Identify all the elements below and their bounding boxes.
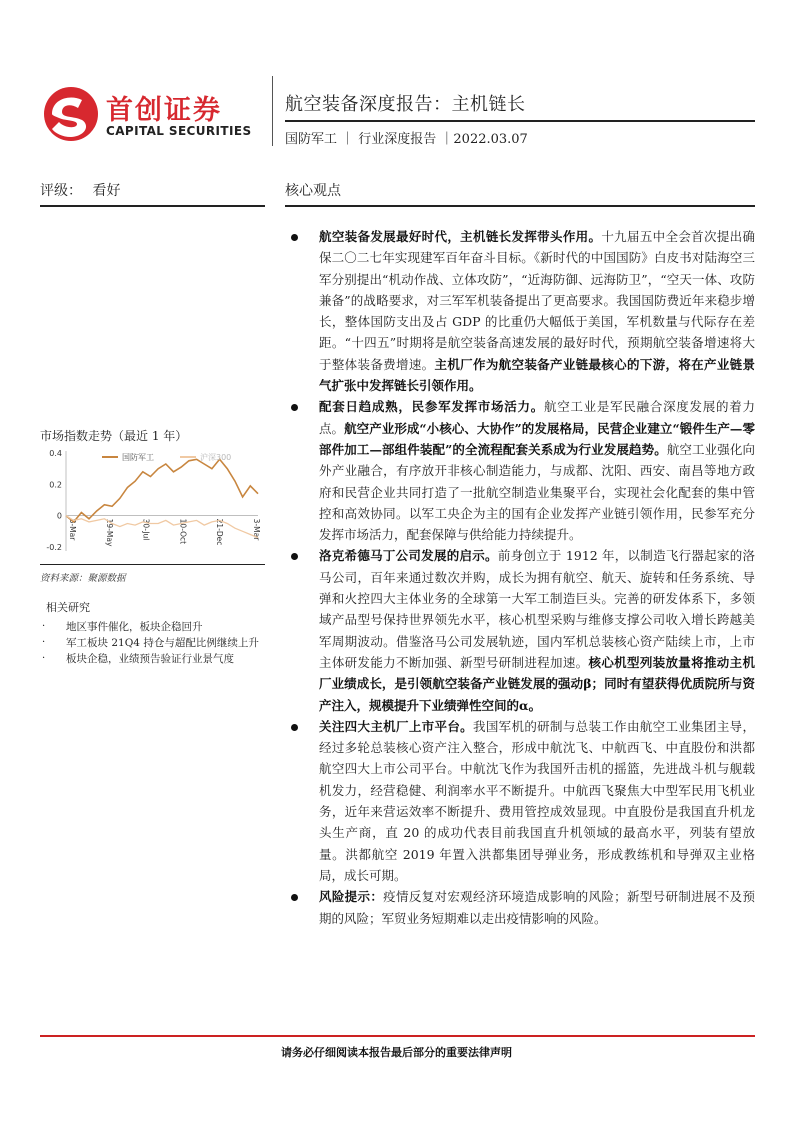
bullet-tail: 航空工业强化向外产业融合，有序放开非核心制造能力，与成都、沈阳、西安、南昌等地方政府和民营企业共同打造了一批航空制造业集聚平台，实现社会化配套的集中管控和高效协同。以军工央企为主的国有企业发挥产业链引领作用，民参军充分发挥市场活力，配套保障与供给能力持续提升。	[319, 441, 755, 543]
bullet-tail: 主机厂作为航空装备产业链最核心的下游，将在产业链景气扩张中发挥链长引领作用。	[319, 356, 755, 394]
x-tick-label: 8-Mar	[68, 518, 77, 541]
report-subtitle: 国防军工 ｜ 行业深度报告 ｜2022.03.07	[285, 132, 528, 147]
brand-name-en: CAPITAL SECURITIES	[106, 124, 252, 138]
series-line-2	[66, 516, 258, 538]
x-tick-label: 19-May	[104, 518, 114, 547]
bullet-body: 航空工业是军民融合深度发展的着力点。	[319, 399, 755, 436]
related-research-list	[40, 619, 265, 667]
bullet-mid: 航空产业形成“小核心、大协作”的发展格局，民营企业建立“锻件生产—零部件加工—部组件装配”的全流程配套关系成为行业发展趋势。	[319, 420, 755, 457]
market-index-chart	[40, 445, 265, 565]
bullet-dot-icon: ·	[42, 653, 46, 664]
related-item[interactable]: · 地区事件催化，板块企稳回升	[42, 621, 203, 633]
related-research-title: 相关研究	[46, 601, 90, 614]
bullet-dot-icon	[291, 894, 298, 901]
series-line-1	[66, 459, 258, 522]
related-item[interactable]: · 板块企稳，业绩预告验证行业景气度	[42, 653, 234, 665]
brand-name-cn: 首创证券	[106, 95, 222, 126]
bullet-body: 十九届五中全会首次提出确保二〇二七年实现建军百年奋斗目标。《新时代的中国国防》白皮书对陆海空三军分别提出“机动作战、立体攻防”，“近海防御、远海防卫”，“空天一体、攻防兼备”的战略要求，对三军军机装备提出了更高要求。我国国防费近年来稳步增长，整体国防支出及占 GDP 的比重仍大幅低于美国，军机数量与代际存在差距。“十四五”时期将是航空装备高速发展的最好时代，预期航空装备增速将大于整体装备费增速。	[319, 229, 755, 372]
bullet-dot-icon	[291, 553, 298, 560]
y-tick-label: 0.2	[49, 480, 62, 490]
core-views-rule	[285, 205, 755, 207]
core-bullet-4	[285, 716, 755, 886]
company-logo	[40, 84, 265, 144]
y-tick-label: 0.4	[49, 449, 62, 458]
x-tick-label: 21-Dec	[215, 518, 225, 546]
core-bullet-2	[285, 396, 755, 545]
y-tick-label: -0.2	[46, 543, 62, 552]
logo-mark-icon	[44, 87, 98, 141]
related-item[interactable]: · 军工板块 21Q4 持仓与超配比例继续上升	[42, 637, 259, 649]
bullet-dot-icon	[291, 404, 298, 411]
header-rule	[285, 120, 755, 122]
bullet-dot-icon: ·	[42, 637, 46, 648]
chart-source: 资料来源：聚源数据	[40, 573, 126, 584]
x-tick-label: 30-Jul	[141, 518, 151, 541]
bullet-dot-icon	[291, 234, 298, 241]
legend-label: 沪深300	[200, 453, 232, 462]
bullet-body: 前身创立于 1912 年，以制造飞行器起家的洛马公司，百年来通过数次并购，成长为拥有航空、航天、旋转和任务系统、导弹和火控四大主体业务的全球第一大军工制造巨头。完善的研发体系下，多领域产品型号保持世界领先水平，核心机型采购与维修支撑公司收入增长跨越美军周期波动。借鉴洛马公司发展轨迹，国内军机总装核心资产陆续上市，上市主体研发能力不断加强、新型号研制进程加速。	[319, 548, 755, 670]
core-bullet-3	[285, 545, 755, 715]
bullet-lead: 航空装备发展最好时代，主机链长发挥带头作用。	[319, 229, 602, 244]
x-tick-label: 3-Mar	[252, 518, 261, 541]
bullet-lead: 配套日趋成熟，民参军发挥市场活力。	[319, 399, 544, 415]
bullet-lead: 关注四大主机厂上市平台。	[319, 718, 473, 734]
report-title: 航空装备深度报告：主机链长	[285, 94, 526, 115]
bullet-dot-icon: ·	[42, 621, 46, 632]
header-divider	[272, 76, 273, 146]
footer-rule	[40, 1035, 755, 1037]
footer-disclaimer: 请务必仔细阅读本报告最后部分的重要法律声明	[281, 1046, 512, 1059]
chart-canvas	[40, 445, 265, 565]
rating-value: 看好	[92, 183, 121, 199]
rating-rule	[40, 205, 265, 207]
chart-title: 市场指数走势（最近 1 年）	[40, 429, 188, 443]
bullet-body: 疫情反复对宏观经济环境造成影响的风险；新型号研制进展不及预期的风险；军贸业务短期难以走出疫情影响的风险。	[319, 889, 755, 926]
legend-label: 国防军工	[122, 453, 154, 462]
rating-label: 评级：	[40, 183, 82, 199]
bullet-body: 我国军机的研制与总装工作由航空工业集团主导，经过多轮总装核心资产注入整合，形成中航沈飞、中航西飞、中直股份和洪都航空四大上市公司平台。中航沈飞作为我国歼击机的摇篮，先进战斗机与舰载机发力，经营稳健、利润率水平不断提升。中航西飞聚焦大中型军民用飞机业务，近年来营运效率不断提升、费用管控成效显现。中直股份是我国直升机龙头生产商，直 20 的成功代表目前我国直升机领域的最高水平，列装有望放量。洪都航空 2019 年置入洪都集团导弹业务，形成教练机和导弹双主业格局，成长可期。	[319, 718, 755, 883]
x-tick-label: 10-Oct	[178, 518, 188, 545]
rating	[40, 180, 120, 200]
bullet-lead: 洛克希德马丁公司发展的启示。	[319, 548, 498, 564]
bullet-dot-icon	[291, 724, 298, 731]
core-views-title: 核心观点	[285, 183, 341, 199]
bullet-lead: 风险提示：	[319, 889, 384, 905]
core-views-list	[285, 226, 755, 929]
y-tick-label: 0	[56, 511, 62, 521]
core-bullet-5	[285, 886, 755, 929]
core-bullet-1	[285, 226, 755, 396]
bullet-tail: 核心机型列装放量将推动主机厂业绩成长，是引领航空装备产业链发展的强动β；同时有望获得优质院所与资产注入，规模提升下业绩弹性空间的α。	[319, 654, 755, 713]
